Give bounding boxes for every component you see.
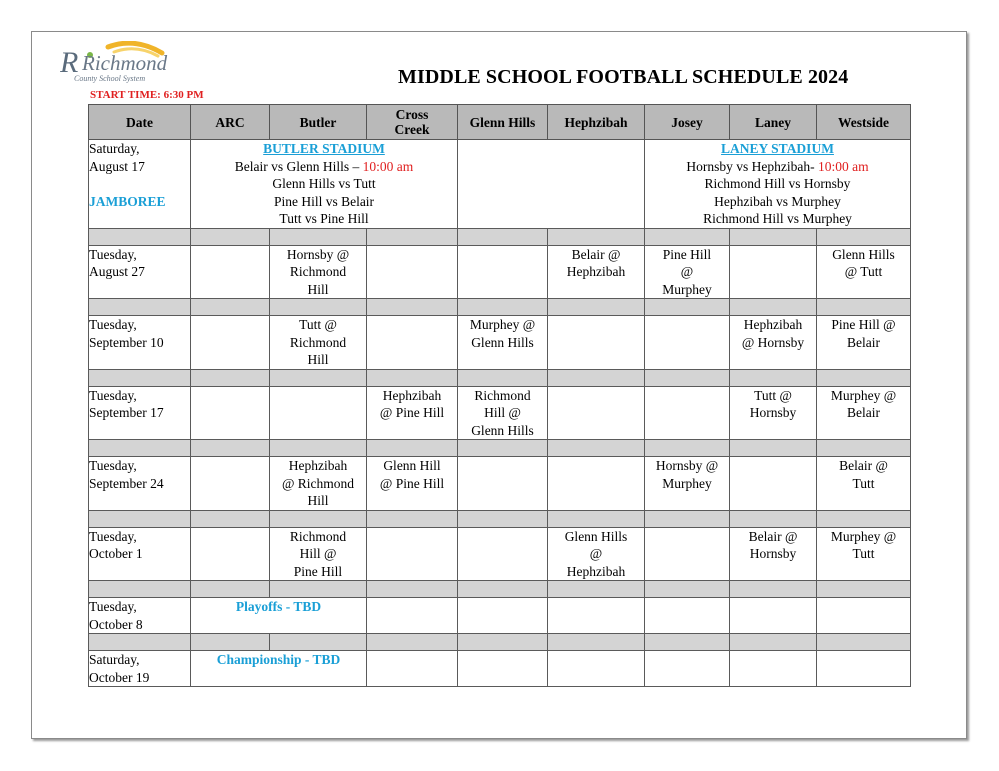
game-line: Hornsby: [749, 546, 797, 561]
col-header-cross-creek-label: Cross Creek: [394, 107, 430, 137]
game-cell-hephzibah: [548, 527, 645, 581]
game-cell-arc: [191, 457, 270, 511]
game-line: Pine Hill @: [831, 317, 896, 332]
game-cell-hephzibah: [548, 457, 645, 511]
game-cell-butler: [270, 527, 367, 581]
header-row: [89, 105, 911, 140]
game-cell-laney: [730, 457, 817, 511]
game-cell-hephzibah: [548, 386, 645, 440]
game-line: Murphey @: [830, 528, 897, 544]
game-line: Hephzibah: [566, 563, 626, 579]
date-line: September 10: [89, 334, 164, 350]
table-row-playoffs: [89, 598, 911, 634]
table-row-week: [89, 245, 911, 299]
game-cell-glenn-hills: [458, 245, 548, 299]
playoffs-cell: [191, 598, 367, 634]
game-line: Murphey @: [830, 387, 897, 403]
separator-row: [89, 228, 911, 245]
col-header-laney: Laney: [730, 105, 817, 140]
game-line: Glenn Hills: [471, 334, 534, 350]
table-row-week: [89, 386, 911, 440]
date-line: Tuesday,: [89, 317, 137, 332]
laney-game-1: [645, 158, 910, 176]
game-line: Hill @: [484, 405, 521, 420]
separator-row: [89, 510, 911, 527]
game-line: Glenn Hills: [564, 528, 628, 544]
game-cell-laney: [730, 245, 817, 299]
date-line: October 19: [89, 669, 150, 685]
game-time: 10:00 am: [817, 158, 869, 174]
page-title: MIDDLE SCHOOL FOOTBALL SCHEDULE 2024: [398, 66, 849, 88]
date-line: Saturday,: [89, 652, 140, 667]
game-cell-laney: [730, 386, 817, 440]
championship-cell: [191, 651, 367, 687]
date-line: October 1: [89, 546, 143, 561]
col-header-westside: Westside: [817, 105, 911, 140]
empty-cell: [458, 140, 645, 229]
laney-game-3: Hephzibah vs Murphey: [714, 193, 841, 209]
date-cell: [89, 651, 191, 687]
date-cell: [89, 316, 191, 370]
date-line: August 17: [89, 158, 145, 174]
game-line: Tutt: [852, 475, 875, 491]
date-line: October 8: [89, 616, 143, 632]
game-line: Richmond: [289, 334, 347, 350]
game-cell-arc: [191, 527, 270, 581]
date-line: Tuesday,: [89, 458, 137, 473]
game-line: Glenn Hills: [471, 422, 534, 438]
butler-game-1: [191, 158, 457, 176]
logo-subtitle: County School System: [74, 74, 146, 83]
logo-wordmark: Richmond: [82, 51, 168, 75]
game-line: Murphey @: [469, 317, 536, 332]
game-cell-josey: [645, 527, 730, 581]
game-cell-westside: [817, 316, 911, 370]
separator-row: [89, 369, 911, 386]
game-cell-josey: [645, 245, 730, 299]
game-cell-westside: [817, 386, 911, 440]
table-row-week: [89, 527, 911, 581]
game-line: Hephzibah: [566, 264, 626, 279]
game-line: Belair @: [571, 246, 621, 262]
start-time: START TIME: 6:30 PM: [90, 89, 204, 101]
game-line: Glenn Hill: [383, 458, 441, 473]
game-cell-westside: [817, 527, 911, 581]
date-cell: [89, 245, 191, 299]
col-header-josey: Josey: [645, 105, 730, 140]
col-header-cross-creek: [367, 105, 458, 140]
game-cell-josey: [645, 316, 730, 370]
jamboree-label: JAMBOREE: [89, 193, 166, 209]
date-line: September 24: [89, 475, 164, 491]
game-line: Tutt @: [299, 317, 337, 332]
game-cell-laney: [730, 316, 817, 370]
game-line: Murphey: [662, 475, 712, 491]
butler-stadium-heading: BUTLER STADIUM: [263, 141, 385, 156]
game-cell-butler: [270, 386, 367, 440]
col-header-butler: Butler: [270, 105, 367, 140]
game-cell-laney: [730, 527, 817, 581]
game-line: @ Richmond: [281, 475, 355, 491]
laney-game-2: Richmond Hill vs Hornsby: [704, 176, 851, 191]
date-line: September 17: [89, 405, 164, 420]
game-line: @ Hornsby: [741, 334, 805, 350]
date-line: Saturday,: [89, 141, 140, 156]
game-line: Belair: [847, 405, 880, 420]
game-line: @ Tutt: [844, 264, 883, 279]
game-cell-cross-creek: [367, 386, 458, 440]
date-line: Tuesday,: [89, 246, 137, 262]
butler-game-2: Glenn Hills vs Tutt: [272, 176, 376, 191]
game-text: Belair vs Glenn Hills –: [234, 158, 363, 174]
game-line: Tutt @: [754, 387, 792, 403]
game-cell-westside: [817, 457, 911, 511]
col-header-date: Date: [89, 105, 191, 140]
laney-stadium-heading: LANEY STADIUM: [721, 141, 834, 156]
game-cell-arc: [191, 386, 270, 440]
game-line: Belair @: [748, 528, 798, 544]
playoffs-label: Playoffs - TBD: [235, 599, 322, 614]
game-line: Hephzibah: [288, 458, 348, 473]
butler-stadium-cell: [191, 140, 458, 229]
game-line: Hornsby @: [286, 246, 350, 262]
game-line: Pine Hill: [662, 246, 712, 262]
date-spacer: [89, 175, 190, 193]
date-cell: [89, 598, 191, 634]
weeks-body: [89, 228, 911, 581]
date-line: August 27: [89, 264, 145, 279]
table-row-week: [89, 316, 911, 370]
game-line: @ Pine Hill: [379, 475, 445, 491]
game-cell-cross-creek: [367, 316, 458, 370]
game-cell-cross-creek: [367, 527, 458, 581]
game-line: @ Pine Hill: [379, 405, 445, 420]
separator-row: [89, 581, 911, 598]
championship-label: Championship - TBD: [216, 652, 341, 667]
game-cell-hephzibah: [548, 316, 645, 370]
table-row-championship: [89, 651, 911, 687]
game-cell-butler: [270, 245, 367, 299]
date-line: Tuesday,: [89, 387, 137, 403]
col-header-hephzibah: Hephzibah: [548, 105, 645, 140]
game-cell-josey: [645, 386, 730, 440]
separator-row: [89, 440, 911, 457]
game-line: Glenn Hills: [832, 246, 895, 262]
game-cell-glenn-hills: [458, 316, 548, 370]
col-header-arc: ARC: [191, 105, 270, 140]
date-cell: [89, 457, 191, 511]
date-cell: [89, 140, 191, 229]
game-line: Hill: [307, 493, 329, 508]
game-line: Tutt: [852, 546, 875, 561]
game-line: Hornsby: [749, 405, 797, 420]
game-cell-westside: [817, 245, 911, 299]
game-line: @: [680, 264, 694, 279]
game-cell-butler: [270, 457, 367, 511]
separator-row: [89, 299, 911, 316]
game-line: Hephzibah: [743, 317, 803, 332]
game-line: Belair: [847, 334, 880, 350]
table-row-week: [89, 457, 911, 511]
butler-game-3: Pine Hill vs Belair: [273, 193, 375, 209]
game-line: @: [589, 546, 603, 561]
game-line: Hornsby @: [655, 458, 719, 473]
game-cell-glenn-hills: [458, 527, 548, 581]
date-line: Tuesday,: [89, 528, 137, 544]
laney-stadium-cell: [645, 140, 911, 229]
laney-game-4: Richmond Hill vs Murphey: [703, 211, 852, 226]
table-row-jamboree: [89, 140, 911, 229]
date-cell: [89, 386, 191, 440]
game-line: Hill: [307, 352, 329, 367]
date-line: Tuesday,: [89, 599, 137, 614]
butler-game-4: Tutt vs Pine Hill: [279, 211, 369, 226]
game-line: Richmond: [289, 264, 347, 279]
game-cell-hephzibah: [548, 245, 645, 299]
game-line: Richmond: [289, 528, 347, 544]
game-cell-arc: [191, 316, 270, 370]
game-cell-cross-creek: [367, 245, 458, 299]
game-cell-glenn-hills: [458, 386, 548, 440]
separator-row: [89, 634, 911, 651]
game-cell-cross-creek: [367, 457, 458, 511]
schedule-table: [88, 104, 911, 687]
game-cell-butler: [270, 316, 367, 370]
richmond-logo: [60, 41, 190, 85]
game-line: Hill: [307, 281, 329, 297]
game-line: Murphey: [662, 281, 712, 297]
logo-r-glyph: R: [60, 46, 79, 79]
game-cell-josey: [645, 457, 730, 511]
game-cell-glenn-hills: [458, 457, 548, 511]
game-line: Pine Hill: [293, 563, 343, 579]
game-text: Hornsby vs Hephzibah-: [686, 158, 818, 174]
game-line: Hill @: [299, 546, 337, 561]
date-cell: [89, 527, 191, 581]
game-line: Richmond: [474, 387, 531, 403]
col-header-glenn-hills: Glenn Hills: [458, 105, 548, 140]
game-line: Belair @: [839, 458, 888, 473]
game-time: 10:00 am: [362, 158, 414, 174]
game-line: Hephzibah: [382, 387, 442, 403]
game-cell-arc: [191, 245, 270, 299]
